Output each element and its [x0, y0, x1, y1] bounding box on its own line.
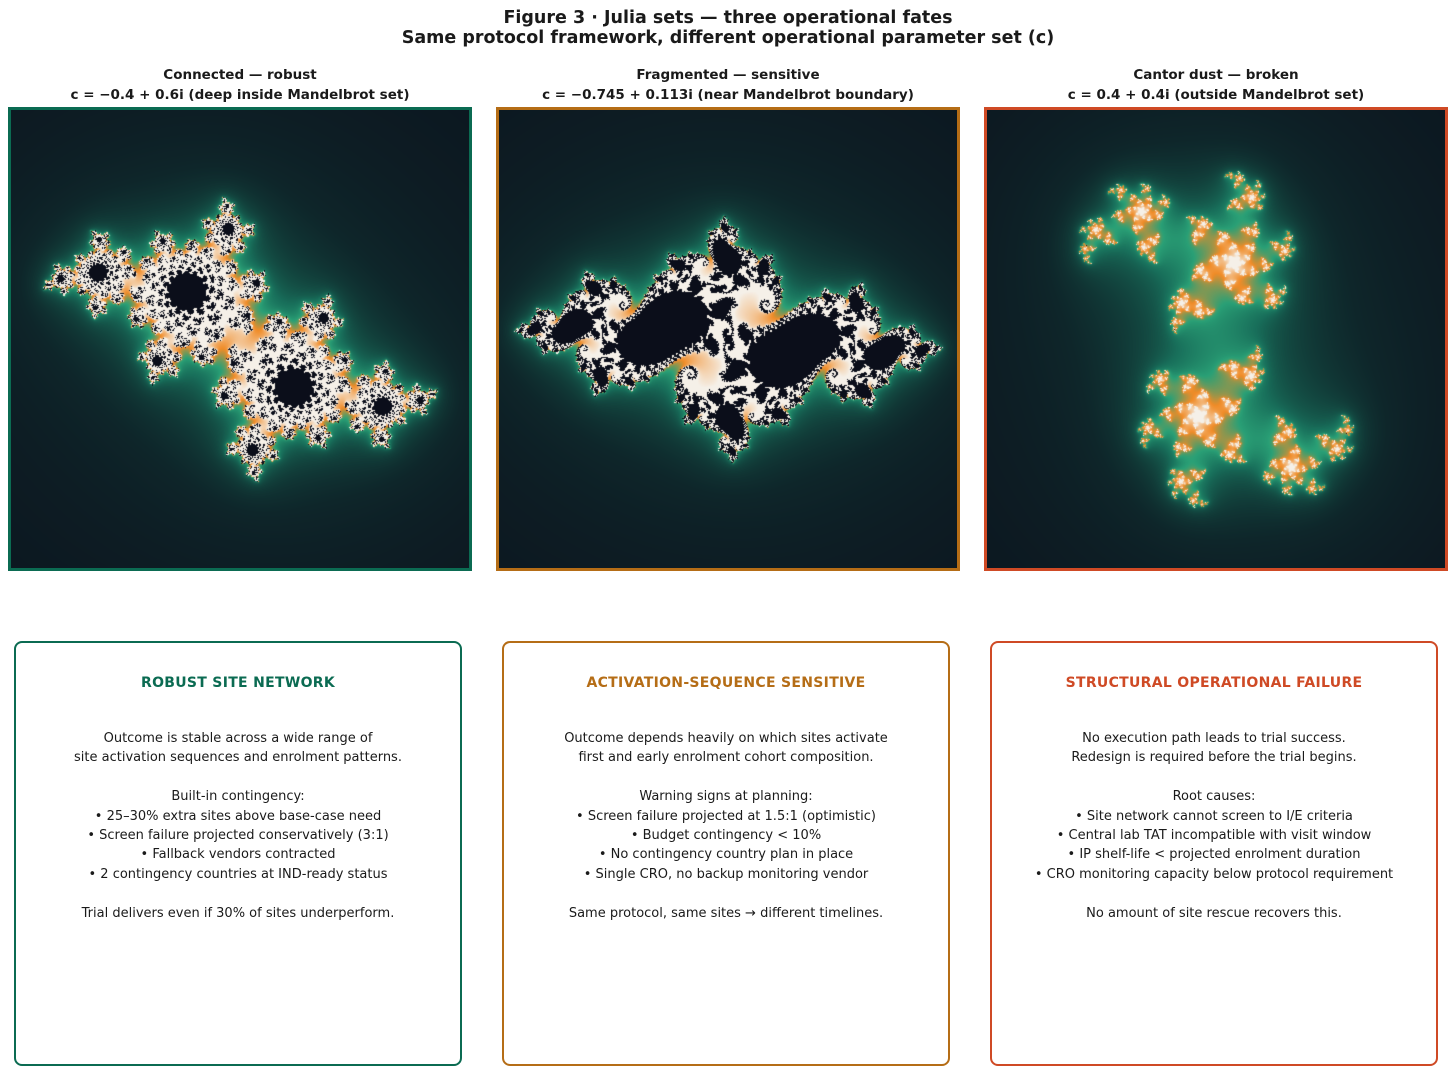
card-conclusion: Trial delivers even if 30% of sites underperform.	[81, 905, 395, 921]
card-bullet: • Fallback vendors contracted	[140, 847, 336, 863]
panel-subtitle: c = −0.745 + 0.113i (near Mandelbrot boundary)	[542, 87, 914, 103]
julia-set-sensitive-image	[499, 110, 957, 568]
card-activation-sequence-sensitive	[502, 641, 950, 1066]
panel-heading-broken	[976, 65, 1456, 105]
card-list-header: Warning signs at planning:	[639, 789, 813, 805]
panel-heading-sensitive	[488, 65, 968, 105]
card-conclusion: No amount of site rescue recovers this.	[1086, 905, 1342, 921]
card-conclusion: Same protocol, same sites → different timelines.	[568, 905, 884, 921]
card-bullet: • 2 contingency countries at IND-ready status	[88, 866, 388, 882]
card-structural-operational-failure	[990, 641, 1438, 1066]
figure-title-line-1: Figure 3 · Julia sets — three operational fates	[503, 8, 953, 28]
julia-set-broken-image	[987, 110, 1445, 568]
julia-panel-robust	[8, 107, 472, 571]
panel-subtitle: c = −0.4 + 0.6i (deep inside Mandelbrot set)	[70, 87, 410, 103]
panel-title: Fragmented — sensitive	[636, 67, 820, 83]
panel-heading-robust	[0, 65, 480, 105]
figure-title-line-2: Same protocol framework, different operational parameter set (c)	[401, 28, 1055, 48]
card-bullet: • 25–30% extra sites above base-case need	[94, 808, 382, 824]
card-intro-line: Redesign is required before the trial begins.	[1071, 750, 1357, 766]
card-title: STRUCTURAL OPERATIONAL FAILURE	[1065, 675, 1363, 691]
card-intro-line: site activation sequences and enrolment patterns.	[74, 750, 402, 766]
card-bullet: • Budget contingency < 10%	[630, 828, 822, 844]
card-bullet: • IP shelf-life < projected enrolment duration	[1067, 847, 1361, 863]
julia-set-robust-image	[11, 110, 469, 568]
card-list-header: Root causes:	[1172, 789, 1256, 805]
card-bullet: • CRO monitoring capacity below protocol requirement	[1034, 866, 1394, 882]
card-bullet: • Screen failure projected at 1.5:1 (optimistic)	[576, 808, 876, 824]
card-title: ACTIVATION-SEQUENCE SENSITIVE	[586, 675, 866, 691]
panel-title: Connected — robust	[163, 67, 317, 83]
julia-panel-sensitive	[496, 107, 960, 571]
card-bullet: • No contingency country plan in place	[598, 847, 854, 863]
card-bullet: • Single CRO, no backup monitoring vendor	[583, 866, 869, 882]
card-bullet: • Central lab TAT incompatible with visit window	[1056, 828, 1372, 844]
card-intro-line: Outcome depends heavily on which sites activate	[564, 731, 888, 746]
card-bullet: • Site network cannot screen to I/E criteria	[1075, 808, 1353, 824]
card-robust-site-network	[14, 641, 462, 1066]
figure-title	[0, 8, 1456, 48]
panel-subtitle: c = 0.4 + 0.4i (outside Mandelbrot set)	[1067, 87, 1365, 103]
card-list-header: Built-in contingency:	[171, 789, 305, 805]
card-body	[16, 729, 460, 923]
card-intro-line: Outcome is stable across a wide range of	[103, 731, 373, 746]
card-title: ROBUST SITE NETWORK	[140, 675, 335, 691]
card-intro-line: No execution path leads to trial success.	[1082, 731, 1346, 746]
panel-title: Cantor dust — broken	[1133, 67, 1299, 83]
card-body	[504, 729, 948, 923]
card-intro-line: first and early enrolment cohort composition.	[578, 750, 874, 766]
julia-panel-broken	[984, 107, 1448, 571]
card-body	[992, 729, 1436, 923]
card-bullet: • Screen failure projected conservatively (3:1)	[87, 828, 389, 844]
